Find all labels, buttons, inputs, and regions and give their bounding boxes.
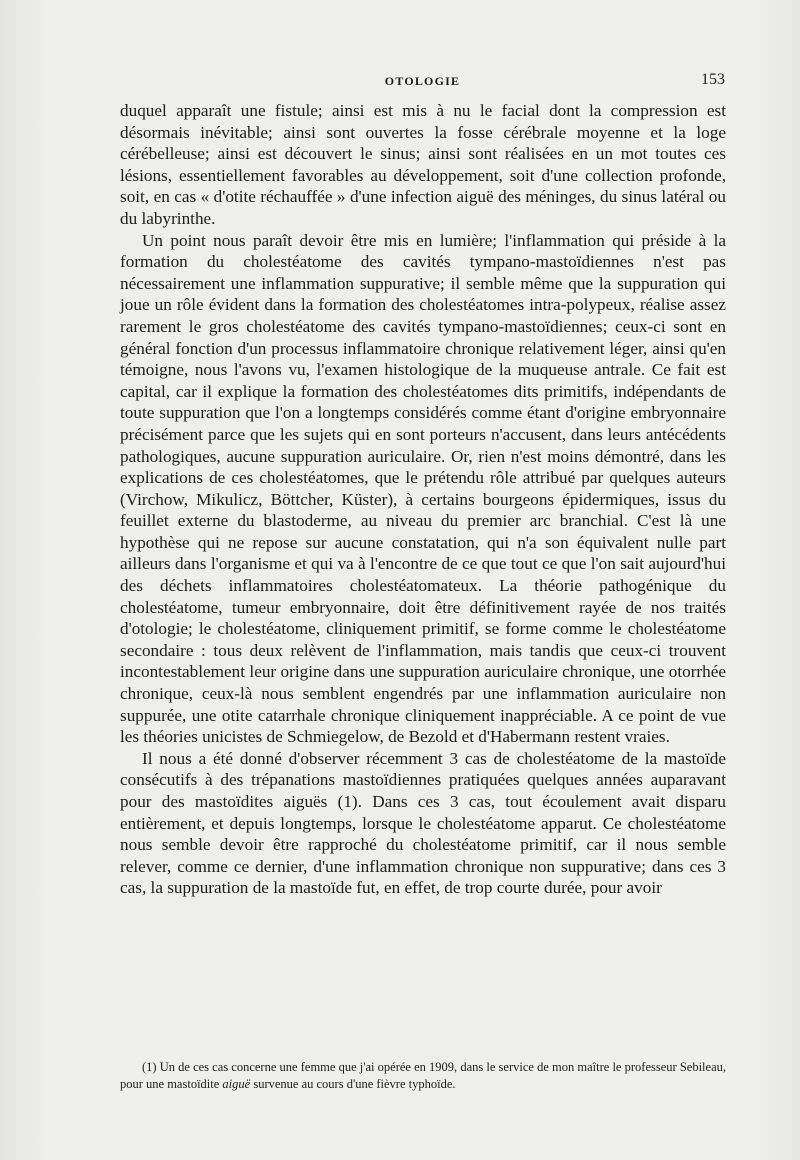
footnote-text: (1) Un de ces cas concerne une femme que j'ai opérée en 1909, dans le service de mon maître le professeur Sebileau, pour une mastoïdite xyxy=(120,1060,726,1091)
body-text xyxy=(120,100,726,899)
running-head: OTOLOGIE xyxy=(384,74,461,88)
paragraph-continuation: duquel apparaît une fistule; ainsi est mis à nu le facial dont la compression est désormais inévitable; ainsi sont ouvertes la fosse cérébrale moyenne et la loge cérébelleuse; ainsi est découvert le sinus; ainsi sont réalisées en un mot toutes ces lésions, essentiellement favorables au développement, soit d'une collection profonde, soit, en cas « d'otite réchauffée » d'une infection aiguë des méninges, du sinus latéral ou du labyrinthe. xyxy=(120,101,726,228)
page-number: 153 xyxy=(701,71,725,88)
page-header xyxy=(120,71,725,96)
paragraph-observed-cases: Il nous a été donné d'observer récemment 3 cas de cholestéatome de la mastoïde consécutifs à des trépanations mastoïdiennes pratiquées quelques années auparavant pour des mastoïdites aiguës (1). Dans ces 3 cas, tout écoulement avait disparu entièrement, et depuis longtemps, lorsque le cholestéatome apparut. Ce cholestéatome nous semble devoir être rapproché du cholestéatome primitif, car il nous semble relever, comme ce dernier, d'une inflammation chronique non suppurative; dans ces 3 cas, la suppuration de la mastoïde fut, en effet, de trop courte durée, pour avoir xyxy=(120,748,726,898)
footnote-text-end: survenue au cours d'une fièvre typhoïde. xyxy=(250,1077,456,1091)
paragraph-inflammation: Un point nous paraît devoir être mis en lumière; l'inflammation qui préside à la formation du cholestéatome des cavités tympano-mastoïdiennes n'est pas nécessairement une inflammation suppurative; il semble même que la suppuration qui joue un rôle évident dans la formation des cholestéatomes intra-polypeux, réalise assez rarement le gros cholestéatome des cavités tympano-mastoïdiennes; ceux-ci sont en général fonction d'un processus inflammatoire chronique relativement léger, ainsi qu'en témoigne, nous l'avons vu, l'examen histologique de la muqueuse antrale. Ce fait est capital, car il explique la formation des cholestéatomes dits primitifs, indépendants de toute suppuration que l'on a longtemps considérés comme étant d'origine embryonnaire précisément parce que les sujets qui en sont porteurs n'accusent, dans leurs antécédents pathologiques, aucune suppuration auriculaire. Or, rien n'est moins démontré, dans les explications de ces cholestéatomes, que le prétendu rôle attribué par quelques auteurs (Virchow, Mikulicz, Böttcher, Küster), à certains bourgeons épidermiques, issus du feuillet externe du blastoderme, au niveau du premier arc branchial. C'est là une hypothèse qui ne repose sur aucune constatation, qui n'a son équivalent nulle part ailleurs dans l'organisme et qui va à l'encontre de ce que tout ce que l'on sait aujourd'hui des déchets inflammatoires cholestéatomateux. La théorie pathogénique du cholestéatome, tumeur embryonnaire, doit être définitivement rayée de nos traités d'otologie; le cholestéatome, cliniquement primitif, se forme comme le cholestéatome secondaire : tous deux relèvent de l'inflammation, mais tandis que ceux-ci trouvent incontestablement leur origine dans une suppuration auriculaire chronique, une otorrhée chronique, ceux-là nous semblent engendrés par une inflammation auriculaire non suppurée, une otite catarrhale chronique cliniquement inappréciable. A ce point de vue les théories unicistes de Schmiegelow, de Bezold et d'Habermann restent vraies. xyxy=(120,230,726,747)
footnote xyxy=(120,1059,726,1093)
footnote-emphasis: aiguë xyxy=(222,1077,251,1091)
